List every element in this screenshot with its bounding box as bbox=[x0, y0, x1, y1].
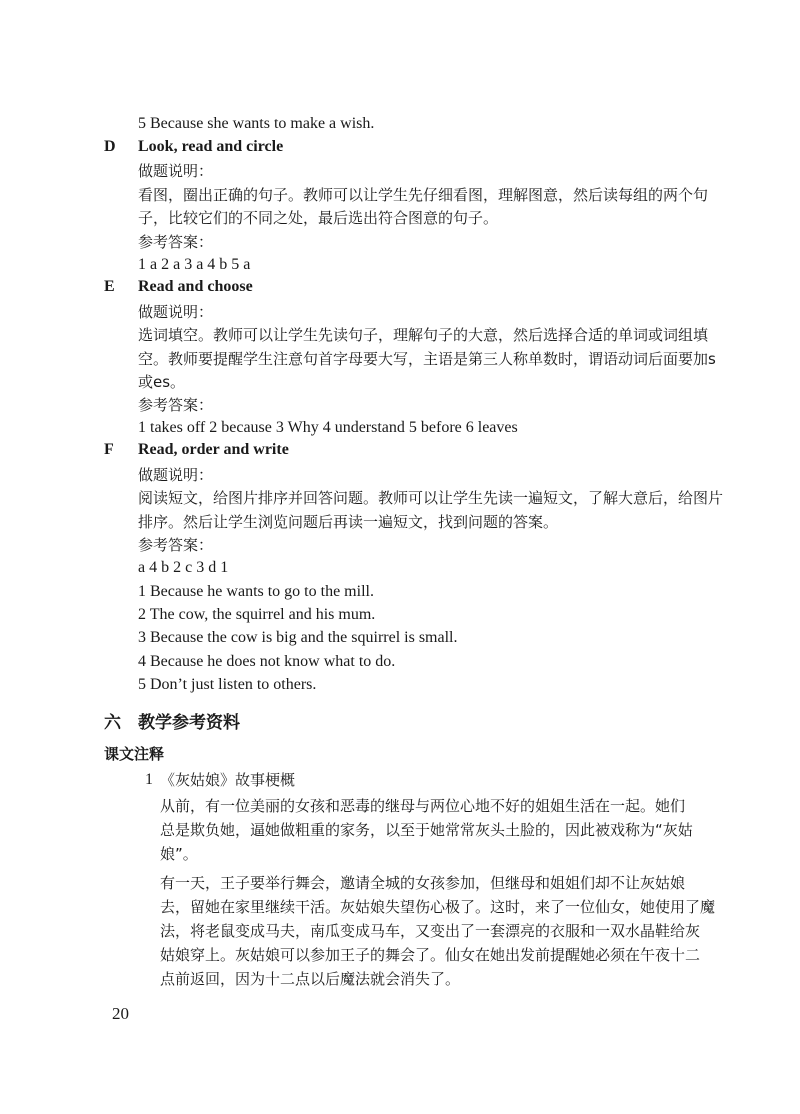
section-f-instr-line-1: 阅读短文，给图片排序并回答问题。教师可以让学生先读一遍短文，了解大意后，给图片 bbox=[138, 489, 724, 507]
section-e-answers: 1 takes off 2 because 3 Why 4 understand 5 before 6 leaves bbox=[138, 419, 518, 436]
note-item-number: 1 bbox=[145, 771, 153, 788]
section-d-instr-line-1: 看图，圈出正确的句子。教师可以让学生先仔细看图，理解图意，然后读每组的两个句 bbox=[138, 186, 709, 204]
section-f-title: Read, order and write bbox=[138, 441, 289, 458]
notes-heading: 课文注释 bbox=[104, 745, 165, 763]
section-f-answer-label: 参考答案： bbox=[138, 536, 214, 554]
section-d-title: Look, read and circle bbox=[138, 138, 284, 155]
section-e-letter: E bbox=[104, 278, 115, 295]
section-e-instr-label: 做题说明： bbox=[138, 303, 214, 321]
section-f-answer-4: 4 Because he does not know what to do. bbox=[138, 653, 396, 670]
section-d-instr-line-2: 子，比较它们的不同之处，最后选出符合图意的句子。 bbox=[138, 209, 499, 227]
part-six-title: 教学参考资料 bbox=[138, 713, 240, 733]
story-para-2-line-2: 去，留她在家里继续干活。灰姑娘失望伤心极了。这时，来了一位仙女，她使用了魔 bbox=[160, 898, 716, 916]
section-f-instr-line-2: 排序。然后让学生浏览问题后再读一遍短文，找到问题的答案。 bbox=[138, 513, 559, 531]
section-f-instr-label: 做题说明： bbox=[138, 466, 214, 484]
section-e-answer-label: 参考答案： bbox=[138, 396, 214, 414]
story-para-2-line-3: 法，将老鼠变成马夫，南瓜变成马车，又变出了一套漂亮的衣服和一双水晶鞋给灰 bbox=[160, 922, 701, 940]
story-para-1-line-3: 娘”。 bbox=[160, 845, 198, 863]
section-f-letter: F bbox=[104, 441, 114, 458]
page-number: 20 bbox=[112, 1004, 129, 1023]
note-item-title: 《灰姑娘》故事梗概 bbox=[160, 771, 296, 789]
section-e-instr-line-1: 选词填空。教师可以让学生先读句子，理解句子的大意，然后选择合适的单词或词组填 bbox=[138, 326, 709, 344]
story-para-1-line-2: 总是欺负她，逼她做粗重的家务，以至于她常常灰头土脸的，因此被戏称为“灰姑 bbox=[160, 821, 693, 839]
section-d-answers: 1 a 2 a 3 a 4 b 5 a bbox=[138, 256, 251, 273]
section-f-answer-3: 3 Because the cow is big and the squirrel is small. bbox=[138, 629, 458, 646]
story-para-2-line-1: 有一天，王子要举行舞会，邀请全城的女孩参加，但继母和姐姐们却不让灰姑娘 bbox=[160, 874, 686, 892]
section-f-order-answer: a 4 b 2 c 3 d 1 bbox=[138, 559, 229, 576]
section-e-instr-line-3: 或es。 bbox=[138, 373, 186, 391]
story-para-2-line-4: 姑娘穿上。灰姑娘可以参加王子的舞会了。仙女在她出发前提醒她必须在午夜十二 bbox=[160, 946, 701, 964]
section-e-instr-line-2: 空。教师要提醒学生注意句首字母要大写，主语是第三人称单数时，谓语动词后面要加s bbox=[138, 350, 716, 368]
story-para-2-line-5: 点前返回，因为十二点以后魔法就会消失了。 bbox=[160, 970, 461, 988]
section-f-answer-1: 1 Because he wants to go to the mill. bbox=[138, 583, 374, 600]
section-d-instr-label: 做题说明： bbox=[138, 162, 214, 180]
section-f-answer-5: 5 Don’t just listen to others. bbox=[138, 676, 317, 693]
section-d-answer-label: 参考答案： bbox=[138, 233, 214, 251]
story-para-1-line-1: 从前，有一位美丽的女孩和恶毒的继母与两位心地不好的姐姐生活在一起。她们 bbox=[160, 797, 686, 815]
section-d-letter: D bbox=[104, 138, 116, 155]
part-six-number: 六 bbox=[104, 713, 121, 733]
section-c-answer-5: 5 Because she wants to make a wish. bbox=[138, 115, 375, 132]
section-e-title: Read and choose bbox=[138, 278, 253, 295]
section-f-answer-2: 2 The cow, the squirrel and his mum. bbox=[138, 606, 376, 623]
